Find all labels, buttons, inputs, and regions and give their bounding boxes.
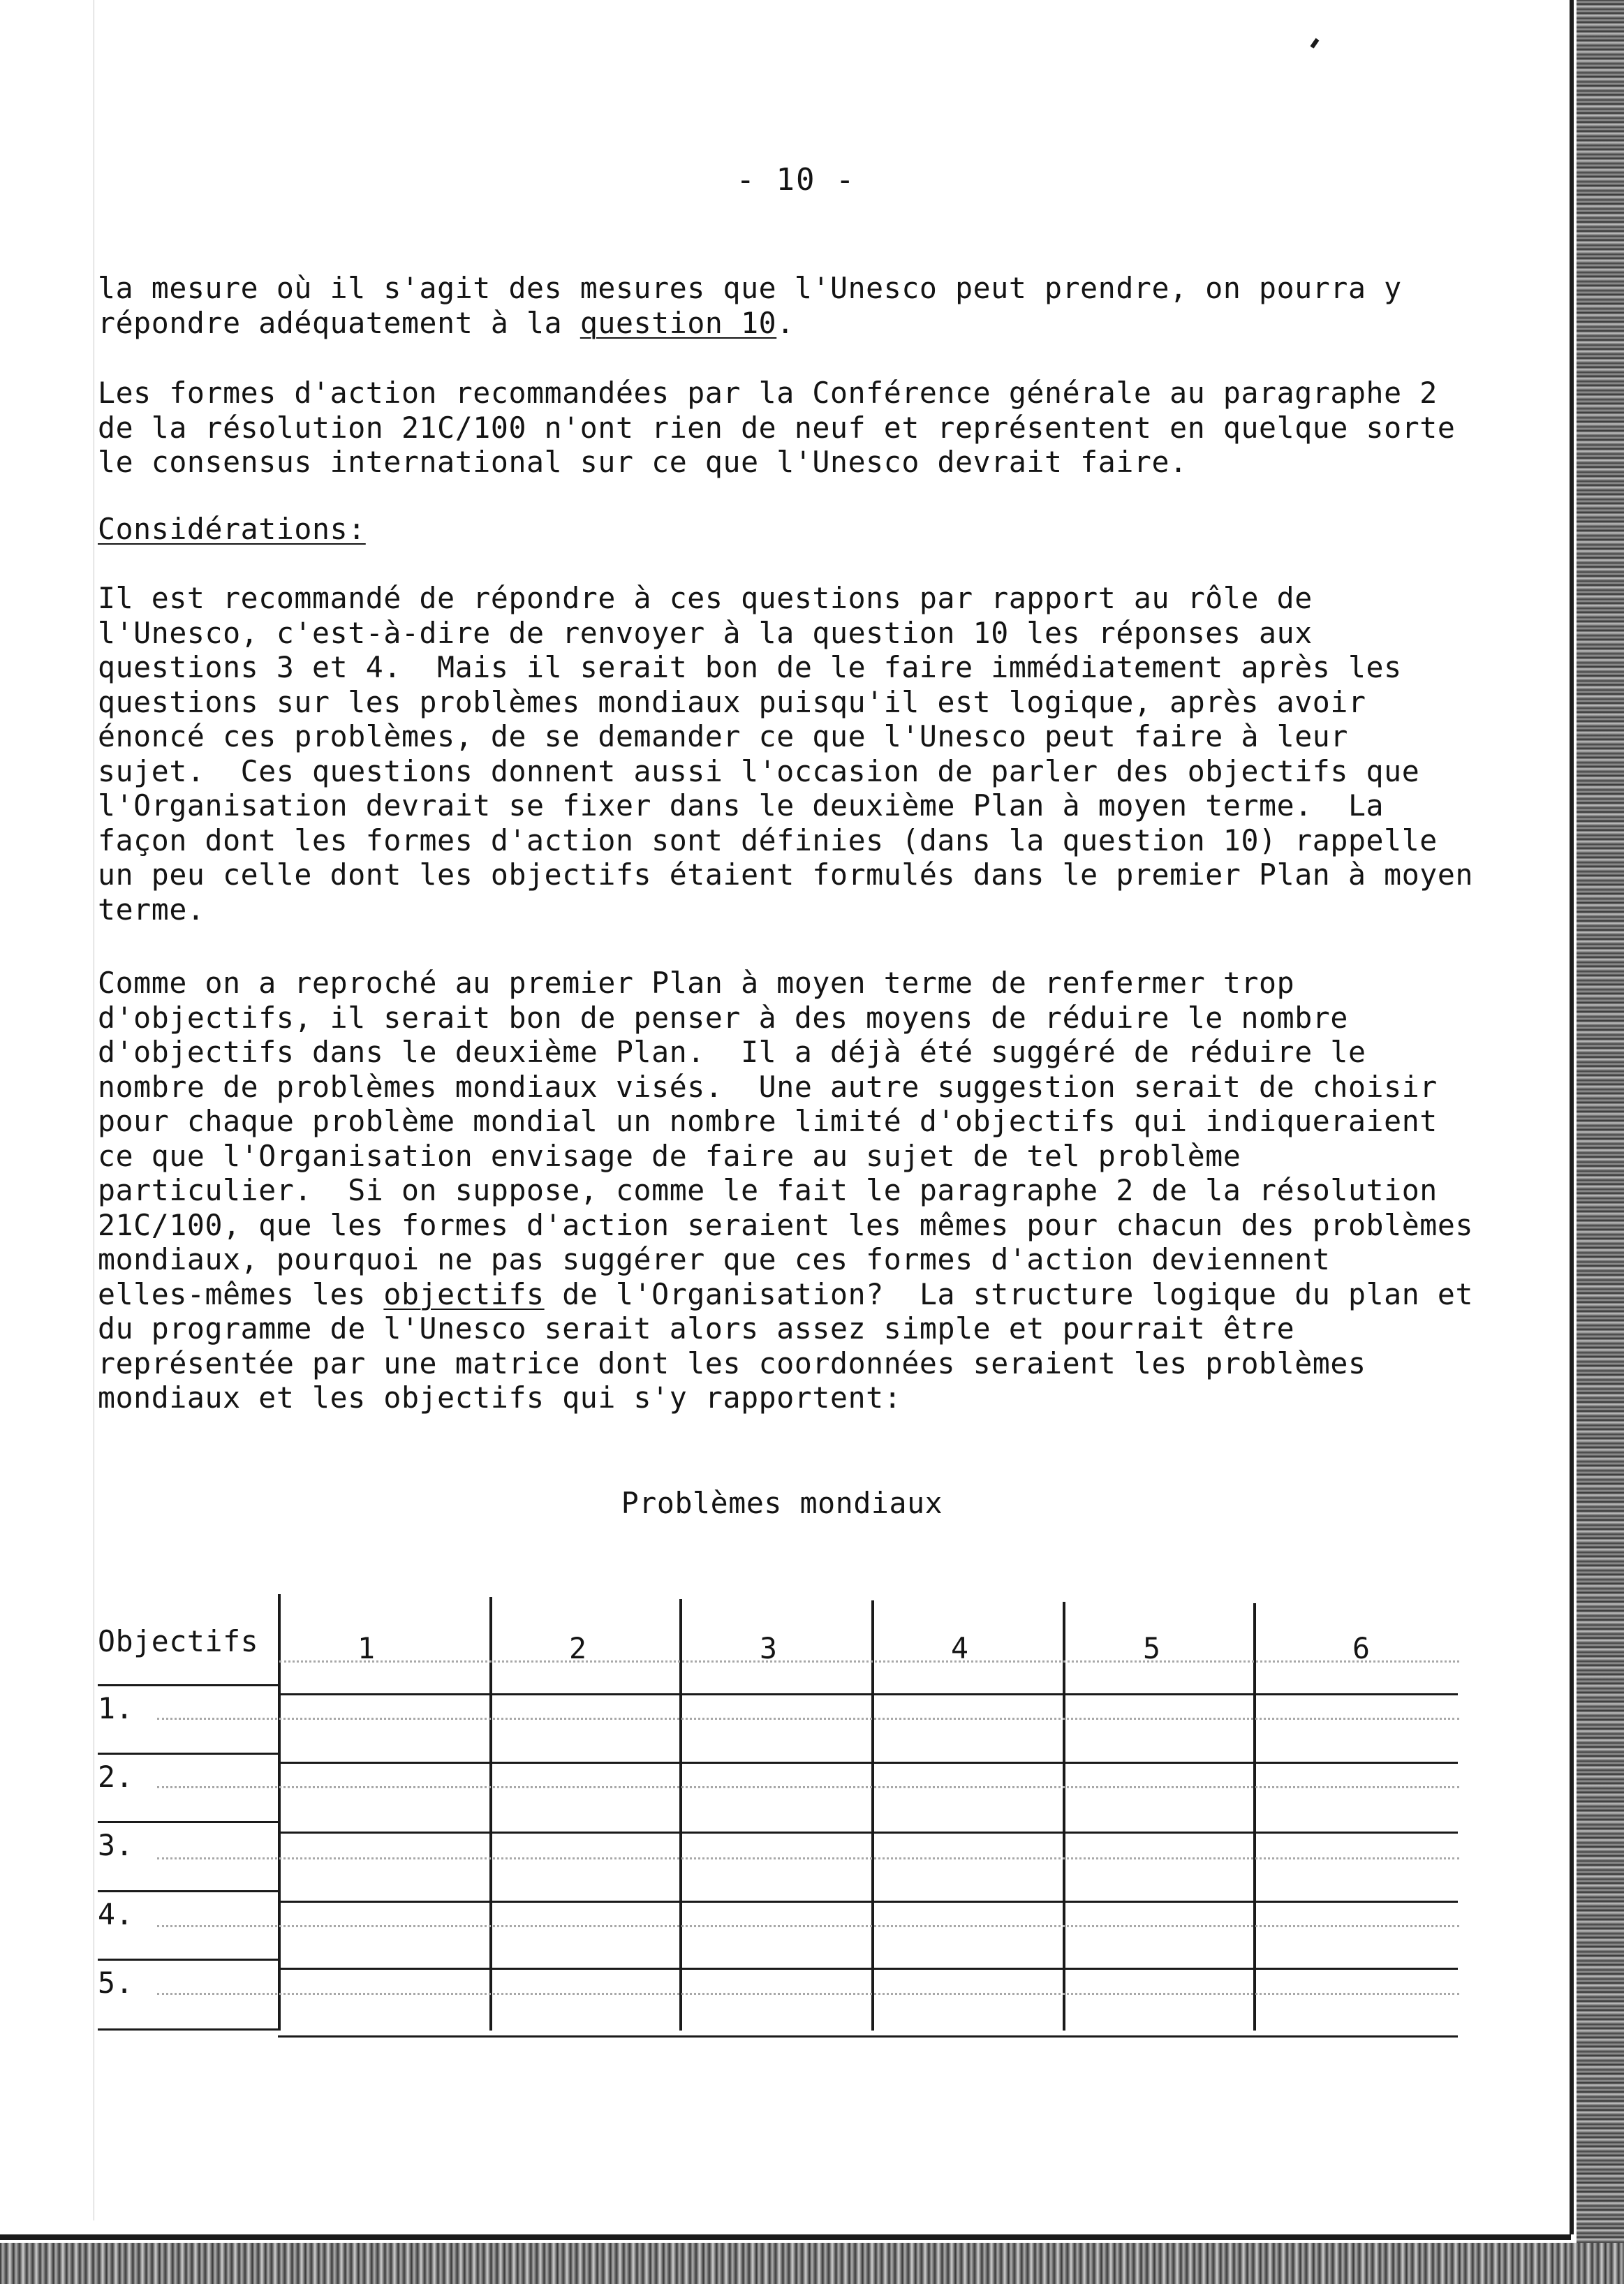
row-label: 1. [98, 1691, 134, 1725]
matrix-rule [98, 1684, 278, 1686]
page-number: - 10 - [736, 162, 856, 198]
column-header: 2 [569, 1631, 587, 1665]
matrix-rule [489, 1597, 492, 2031]
row-label: 5. [98, 1966, 134, 2000]
matrix-rule [1253, 1603, 1256, 2031]
question-10-underlined: question 10 [580, 305, 777, 340]
matrix-rule [98, 1753, 278, 1755]
objectifs-underlined: objectifs [383, 1276, 545, 1311]
matrix-dotted-guide [157, 1993, 1459, 1995]
matrix-corner-label: Objectifs [98, 1624, 259, 1658]
matrix-rule [278, 2035, 1458, 2038]
paragraph-3: Il est recommandé de répondre à ces questions par rapport au rôle de l'Unesco, c'est-à-dire de renvoyer à la question 10 les réponses aux questions 3 et 4. Mais il serait bon de le faire immédiatement après les questions sur les problèmes mondiaux puisqu'il est logique, après avoir énoncé ces problèmes, de se demander ce que l'Unesco peut faire à leur sujet. Ces questions donnent aussi l'occasion de parler des objectifs que l'Organisation devrait se fixer dans le deuxième Plan à moyen terme. La façon dont les formes d'action sont définies (dans la question 10) rappelle un peu celle dont les objectifs étaient formulés dans le premier Plan à moyen terme. [98, 581, 1474, 927]
matrix-rule [278, 1968, 1458, 1970]
paragraph-1-end: . [776, 305, 795, 340]
paragraph-4-text-b: de l'Organisation? La structure logique du plan et du programme de l'Unesco serait alors assez simple et pourrait être représentée par une matrice dont les coordonnées seraient les problèmes mondiaux et les objectifs qui s'y rapportent: [98, 1276, 1474, 1415]
matrix-dotted-guide [157, 1718, 1459, 1720]
column-header: 3 [760, 1631, 778, 1665]
matrix-rule [278, 1594, 281, 2031]
matrix-rule [278, 1693, 1458, 1695]
matrix-dotted-guide [157, 1925, 1459, 1927]
row-label: 3. [98, 1828, 134, 1862]
paragraph-2: Les formes d'action recommandées par la Conférence générale au paragraphe 2 de la résolution 21C/100 n'ont rien de neuf et représentent en quelque sorte le consensus international sur ce que l'Unesco devrait faire. [98, 376, 1456, 479]
matrix-rule [679, 1599, 682, 2031]
matrix-rule [871, 1600, 874, 2031]
matrix-rule [1063, 1602, 1065, 2031]
scan-speck [1311, 38, 1320, 49]
column-header: 1 [357, 1631, 376, 1665]
row-label: 4. [98, 1897, 134, 1931]
section-heading: Considérations: [98, 512, 366, 546]
matrix-rule [278, 1901, 1458, 1903]
matrix-dotted-guide [157, 1857, 1459, 1859]
matrix-rule [98, 1821, 278, 1823]
column-header: 5 [1143, 1631, 1161, 1665]
matrix-rule [98, 1959, 278, 1961]
paragraph-4 [98, 966, 1494, 1415]
column-header: 4 [951, 1631, 969, 1665]
page-edge-line [1570, 0, 1574, 2234]
matrix-dotted-guide [279, 1660, 1459, 1663]
matrix-rule [278, 1762, 1458, 1764]
column-header: 6 [1352, 1631, 1371, 1665]
paragraph-4-text-a: Comme on a reproché au premier Plan à moyen terme de renfermer trop d'objectifs, il serait bon de penser à des moyens de réduire le nombre d'objectifs dans le deuxième Plan. Il a déjà été suggéré de réduire le nombre de problèmes mondiaux visés. Une autre suggestion serait de choisir pour chaque problème mondial un nombre limité d'objectifs qui indiqueraient ce que l'Organisation envisage de faire au sujet de tel problème particulier. Si on suppose, comme le fait le paragraphe 2 de la résolution 21C/100, que les formes d'action seraient les mêmes pour chacun des problèmes mondiaux, pourquoi ne pas suggérer que ces formes d'action deviennent elles-mêmes les [98, 966, 1474, 1311]
scan-right-edge [1577, 0, 1624, 2284]
paragraph-1 [98, 271, 1494, 340]
matrix-rule [98, 1890, 278, 1892]
row-label: 2. [98, 1760, 134, 1794]
matrix-title: Problèmes mondiaux [621, 1486, 943, 1520]
matrix-dotted-guide [157, 1786, 1459, 1788]
matrix-rule [278, 1832, 1458, 1834]
paragraph-1-text: la mesure où il s'agit des mesures que l'Unesco peut prendre, on pourra y répondre adéquatement à la [98, 271, 1402, 340]
scan-bottom-edge [0, 2243, 1624, 2284]
matrix-rule [98, 2028, 278, 2031]
page-bottom-line [0, 2234, 1571, 2240]
